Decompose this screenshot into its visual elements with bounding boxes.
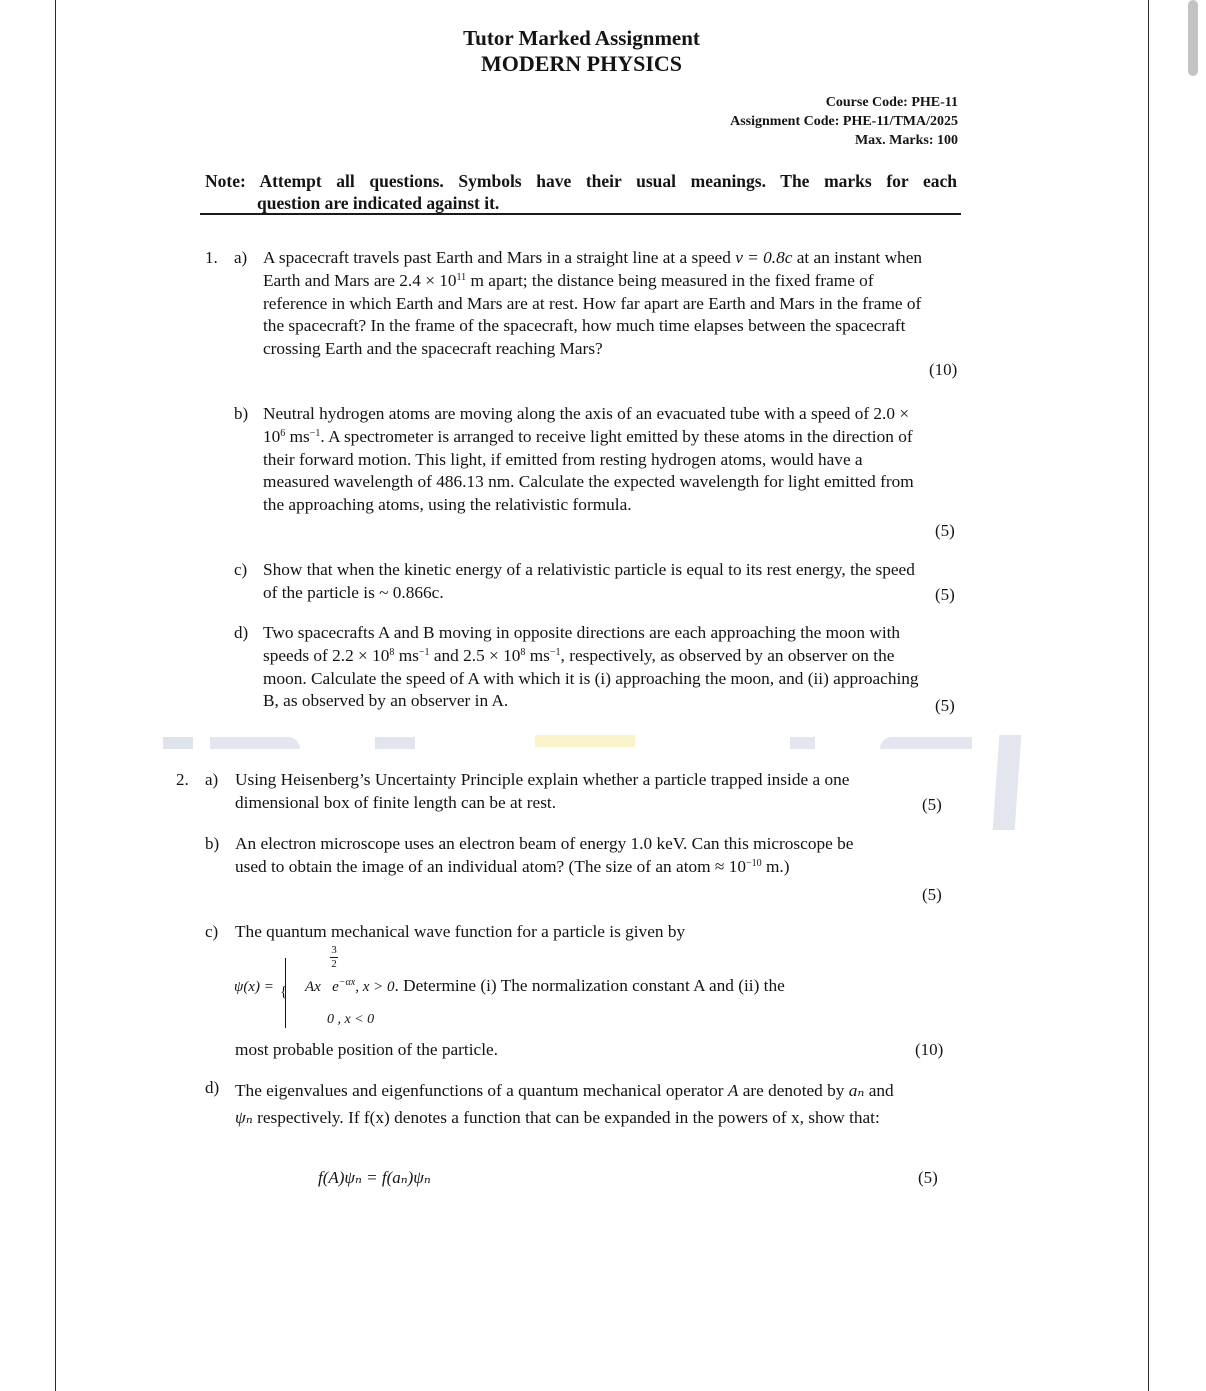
wavefunction-lhs: ψ(x) = [234, 979, 274, 995]
wavefunction-case-1: Ax $e^{-\alpha x}$, x > 0. Determine (i) The normalization constant A and (ii) the [305, 976, 785, 995]
q2d-text: The eigenvalues and eigenfunctions of a quantum mechanical operator A are denoted by aₙ and ψₙ respectively. If f(x) denotes a function that can be expanded in the powers of x, show that: [235, 1081, 894, 1127]
q2b-text: An electron microscope uses an electron beam of energy 1.0 keV. Can this microscope be used to obtain the image of an individual atom? (The size of an atom ≈ $10^{-10}$ m.) [235, 834, 854, 876]
q2c-text-end: most probable position of the particle. [235, 1040, 498, 1059]
watermark-band-blue-1 [163, 737, 193, 749]
scrollbar-thumb[interactable] [1188, 0, 1198, 76]
wavefunction-case-2: 0 , x < 0 [327, 1012, 375, 1027]
q1d-text: Two spacecrafts A and B moving in opposite directions are each approaching the moon with speeds of $2.2 \times 10^8$ $ms^{-1}$ and $2.5 \times 10^8$ $ms^{-1}$, respectively, as observed by an observer on the moon. Calculate the speed of A with which it is (i) approaching the moon, and (ii) approaching B, as observed by an observer in A. [263, 623, 919, 711]
watermark-band-yellow [535, 735, 635, 747]
q1b-label: b) [234, 404, 249, 423]
q2d-label: d) [205, 1078, 220, 1097]
q1b-marks: (5) [935, 521, 955, 540]
assignment-code: Assignment Code: PHE-11/TMA/2025 [730, 114, 958, 129]
course-code: Course Code: PHE-11 [825, 95, 958, 110]
q2a-text: Using Heisenberg’s Uncertainty Principle explain whether a particle trapped inside a one dimensional box of finite length can be at rest. [235, 770, 850, 812]
note-line-1: Note: Attempt all questions. Symbols have their usual meanings. The marks for each [205, 171, 957, 191]
q2b-marks: (5) [922, 885, 942, 904]
note-line-2: question are indicated against it. [257, 193, 500, 213]
q1a-label: a) [234, 248, 248, 267]
watermark-band-blue-4 [790, 737, 815, 749]
question-1-number: 1. [205, 248, 218, 267]
page-border-left [55, 0, 56, 1391]
q2c-intro: The quantum mechanical wave function for a particle is given by [235, 922, 686, 941]
q1c-text: Show that when the kinetic energy of a relativistic particle is equal to its rest energy, the speed of the particle is ~ 0.866c. [263, 560, 915, 602]
note-divider [200, 213, 961, 215]
piecewise-brace-tip: { [280, 984, 288, 1000]
q2c-label: c) [205, 922, 219, 941]
exponent-fraction: 3 2 [331, 944, 337, 970]
note [205, 170, 957, 214]
max-marks: Max. Marks: 100 [854, 133, 958, 148]
page-border-right [1148, 0, 1149, 1391]
scrollbar-track[interactable] [1186, 0, 1206, 1391]
watermark-band-blue-2 [210, 737, 300, 749]
q1a-marks: (10) [929, 360, 958, 379]
q1a-text: A spacecraft travels past Earth and Mars in a straight line at a speed v = 0.8c at an instant when Earth and Mars are $2.4 \times 10^{11}$ m apart; the distance being measured in the fixed frame of reference in which Earth and Mars are at rest. How far apart are Earth and Mars in the frame of the spacecraft? In the frame of the spacecraft, how much time elapses between the spacecraft crossing Earth and the spacecraft reaching Mars? [263, 248, 923, 359]
q2d-equation: f(A)ψₙ = f(aₙ)ψₙ [318, 1168, 431, 1187]
q1d-label: d) [234, 623, 249, 642]
watermark-band-blue-5 [880, 737, 972, 749]
q2b-label: b) [205, 834, 220, 853]
q1d-marks: (5) [935, 696, 955, 715]
q1b-text: Neutral hydrogen atoms are moving along the axis of an evacuated tube with a speed of $2.0 \times 10^6$ $ms^{-1}$. A spectrometer is arranged to receive light emitted by these atoms in the direction of their forward motion. This light, if emitted from resting hydrogen atoms, would have a measured wavelength of 486.13 nm. Calculate the expected wavelength for light emitted from the approaching atoms, using the relativistic formula. [263, 404, 914, 515]
q2a-marks: (5) [922, 795, 942, 814]
page-title: Tutor Marked Assignment [463, 26, 700, 50]
q1c-label: c) [234, 560, 248, 579]
watermark-band-blue-3 [375, 737, 415, 749]
q2a-label: a) [205, 770, 219, 789]
q2c-marks: (10) [915, 1040, 944, 1059]
page-subtitle: MODERN PHYSICS [480, 51, 683, 76]
q2d-marks: (5) [918, 1168, 938, 1187]
question-2-number: 2. [176, 770, 189, 789]
watermark-bar [993, 735, 1022, 830]
q1c-marks: (5) [935, 585, 955, 604]
